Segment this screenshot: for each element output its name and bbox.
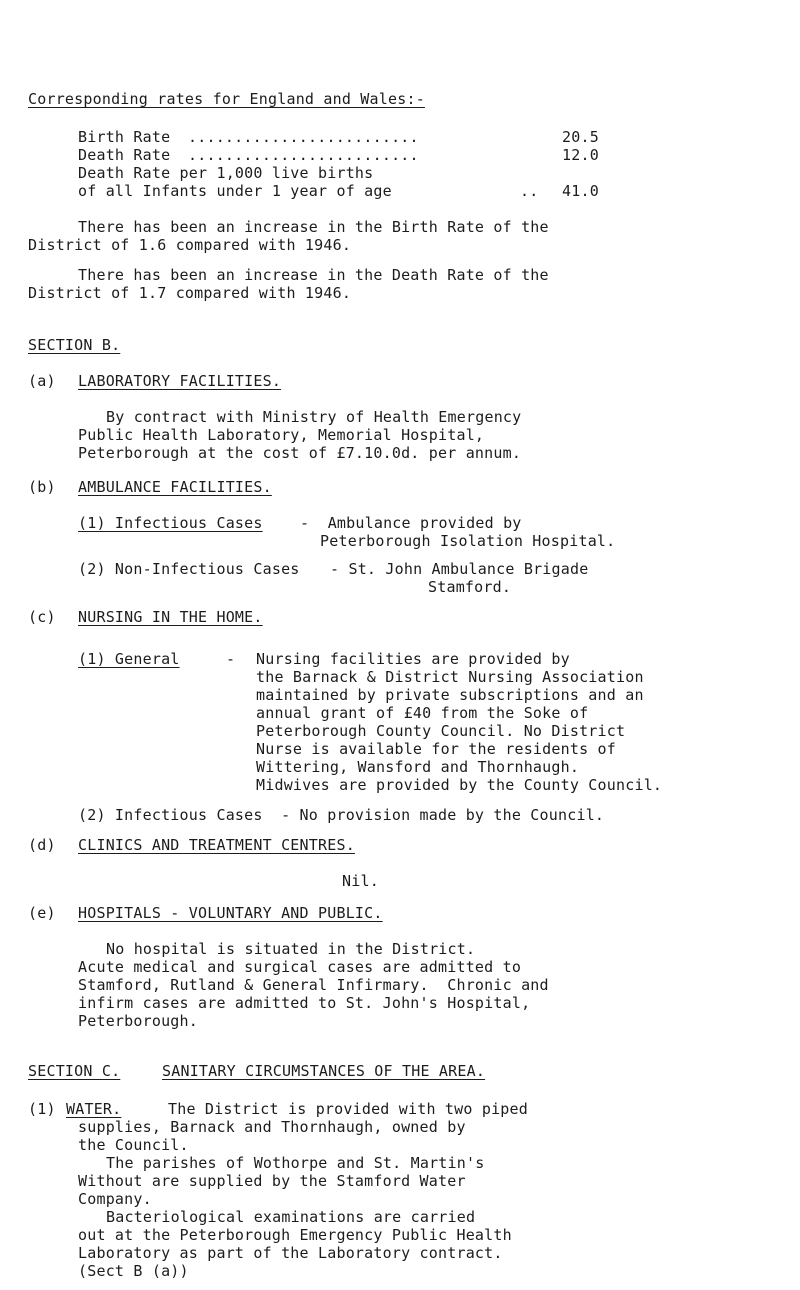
rates-header: Corresponding rates for England and Wales:- (28, 90, 425, 108)
clinics-heading: CLINICS AND TREATMENT CENTRES. (78, 836, 355, 854)
water-body-3: the Council. (78, 1136, 189, 1154)
hospitals-body-1: No hospital is situated in the District. (106, 940, 476, 958)
infant-rate-value: 41.0 (562, 182, 599, 200)
water-body-6: Company. (78, 1190, 152, 1208)
nursing-general-text-7: Wittering, Wansford and Thornhaugh. (256, 758, 580, 776)
nursing-general-text-3: maintained by private subscriptions and an (256, 686, 644, 704)
water-body-9: Laboratory as part of the Laboratory contract. (78, 1244, 503, 1262)
water-body-5: Without are supplied by the Stamford Water (78, 1172, 466, 1190)
birth-increase-note-1: There has been an increase in the Birth Rate of the (78, 218, 549, 236)
nursing-general-text-8: Midwives are provided by the County Council. (256, 776, 663, 794)
ambulance-non-infectious-text-1: - St. John Ambulance Brigade (330, 560, 589, 578)
ambulance-non-infectious-text-2: Stamford. (428, 578, 512, 596)
clinics-body: Nil. (342, 872, 379, 890)
ambulance-non-infectious-label: (2) Non-Infectious Cases (78, 560, 300, 578)
death-increase-note-2: District of 1.7 compared with 1946. (28, 284, 352, 302)
water-body-7: Bacteriological examinations are carried (106, 1208, 476, 1226)
nursing-general-text-6: Nurse is available for the residents of (256, 740, 616, 758)
infant-rate-label-1: Death Rate per 1,000 live births (78, 164, 374, 182)
laboratory-body-1: By contract with Ministry of Health Emergency (106, 408, 522, 426)
nursing-heading: NURSING IN THE HOME. (78, 608, 263, 626)
hospitals-body-2: Acute medical and surgical cases are admitted to (78, 958, 522, 976)
hospitals-body-5: Peterborough. (78, 1012, 198, 1030)
water-body-1: The District is provided with two piped (168, 1100, 528, 1118)
section-b-d-mark: (d) (28, 836, 56, 854)
water-heading: WATER. (66, 1100, 122, 1118)
nursing-general-label: (1) General (78, 650, 180, 668)
death-rate-value: 12.0 (562, 146, 599, 164)
water-mark: (1) (28, 1100, 56, 1118)
water-body-10: (Sect B (a)) (78, 1262, 189, 1280)
laboratory-heading: LABORATORY FACILITIES. (78, 372, 282, 390)
laboratory-body-3: Peterborough at the cost of £7.10.0d. per annum. (78, 444, 522, 462)
nursing-general-dash: - (226, 650, 236, 668)
death-increase-note-1: There has been an increase in the Death Rate of the (78, 266, 549, 284)
section-b-a-mark: (a) (28, 372, 56, 390)
infant-rate-label-2: of all Infants under 1 year of age (78, 182, 392, 200)
ambulance-infectious-label: (1) Infectious Cases (78, 514, 263, 532)
nursing-general-text-5: Peterborough County Council. No District (256, 722, 626, 740)
section-b-e-mark: (e) (28, 904, 56, 922)
hospitals-body-4: infirm cases are admitted to St. John's Hospital, (78, 994, 531, 1012)
ambulance-infectious-text-1: - Ambulance provided by (300, 514, 522, 532)
nursing-general-text-4: annual grant of £40 from the Soke of (256, 704, 589, 722)
death-rate-label: Death Rate (78, 146, 171, 164)
section-b-title: SECTION B. (28, 336, 121, 354)
section-b-b-mark: (b) (28, 478, 56, 496)
water-body-8: out at the Peterborough Emergency Public Health (78, 1226, 512, 1244)
section-c-title: SECTION C. (28, 1062, 121, 1080)
birth-rate-leader: ......................... (188, 128, 419, 146)
birth-rate-label: Birth Rate (78, 128, 171, 146)
water-body-2: supplies, Barnack and Thornhaugh, owned by (78, 1118, 466, 1136)
ambulance-heading: AMBULANCE FACILITIES. (78, 478, 272, 496)
infant-rate-leader: .. (520, 182, 539, 200)
birth-rate-value: 20.5 (562, 128, 599, 146)
laboratory-body-2: Public Health Laboratory, Memorial Hospital, (78, 426, 485, 444)
nursing-general-text-2: the Barnack & District Nursing Association (256, 668, 644, 686)
hospitals-body-3: Stamford, Rutland & General Infirmary. Chronic and (78, 976, 549, 994)
water-body-4: The parishes of Wothorpe and St. Martin's (106, 1154, 485, 1172)
death-rate-leader: ......................... (188, 146, 419, 164)
section-b-c-mark: (c) (28, 608, 56, 626)
nursing-general-text-1: Nursing facilities are provided by (256, 650, 570, 668)
hospitals-heading: HOSPITALS - VOLUNTARY AND PUBLIC. (78, 904, 383, 922)
section-c-subtitle: SANITARY CIRCUMSTANCES OF THE AREA. (162, 1062, 486, 1080)
birth-increase-note-2: District of 1.6 compared with 1946. (28, 236, 352, 254)
nursing-infectious: (2) Infectious Cases - No provision made by the Council. (78, 806, 605, 824)
ambulance-infectious-text-2: Peterborough Isolation Hospital. (320, 532, 616, 550)
